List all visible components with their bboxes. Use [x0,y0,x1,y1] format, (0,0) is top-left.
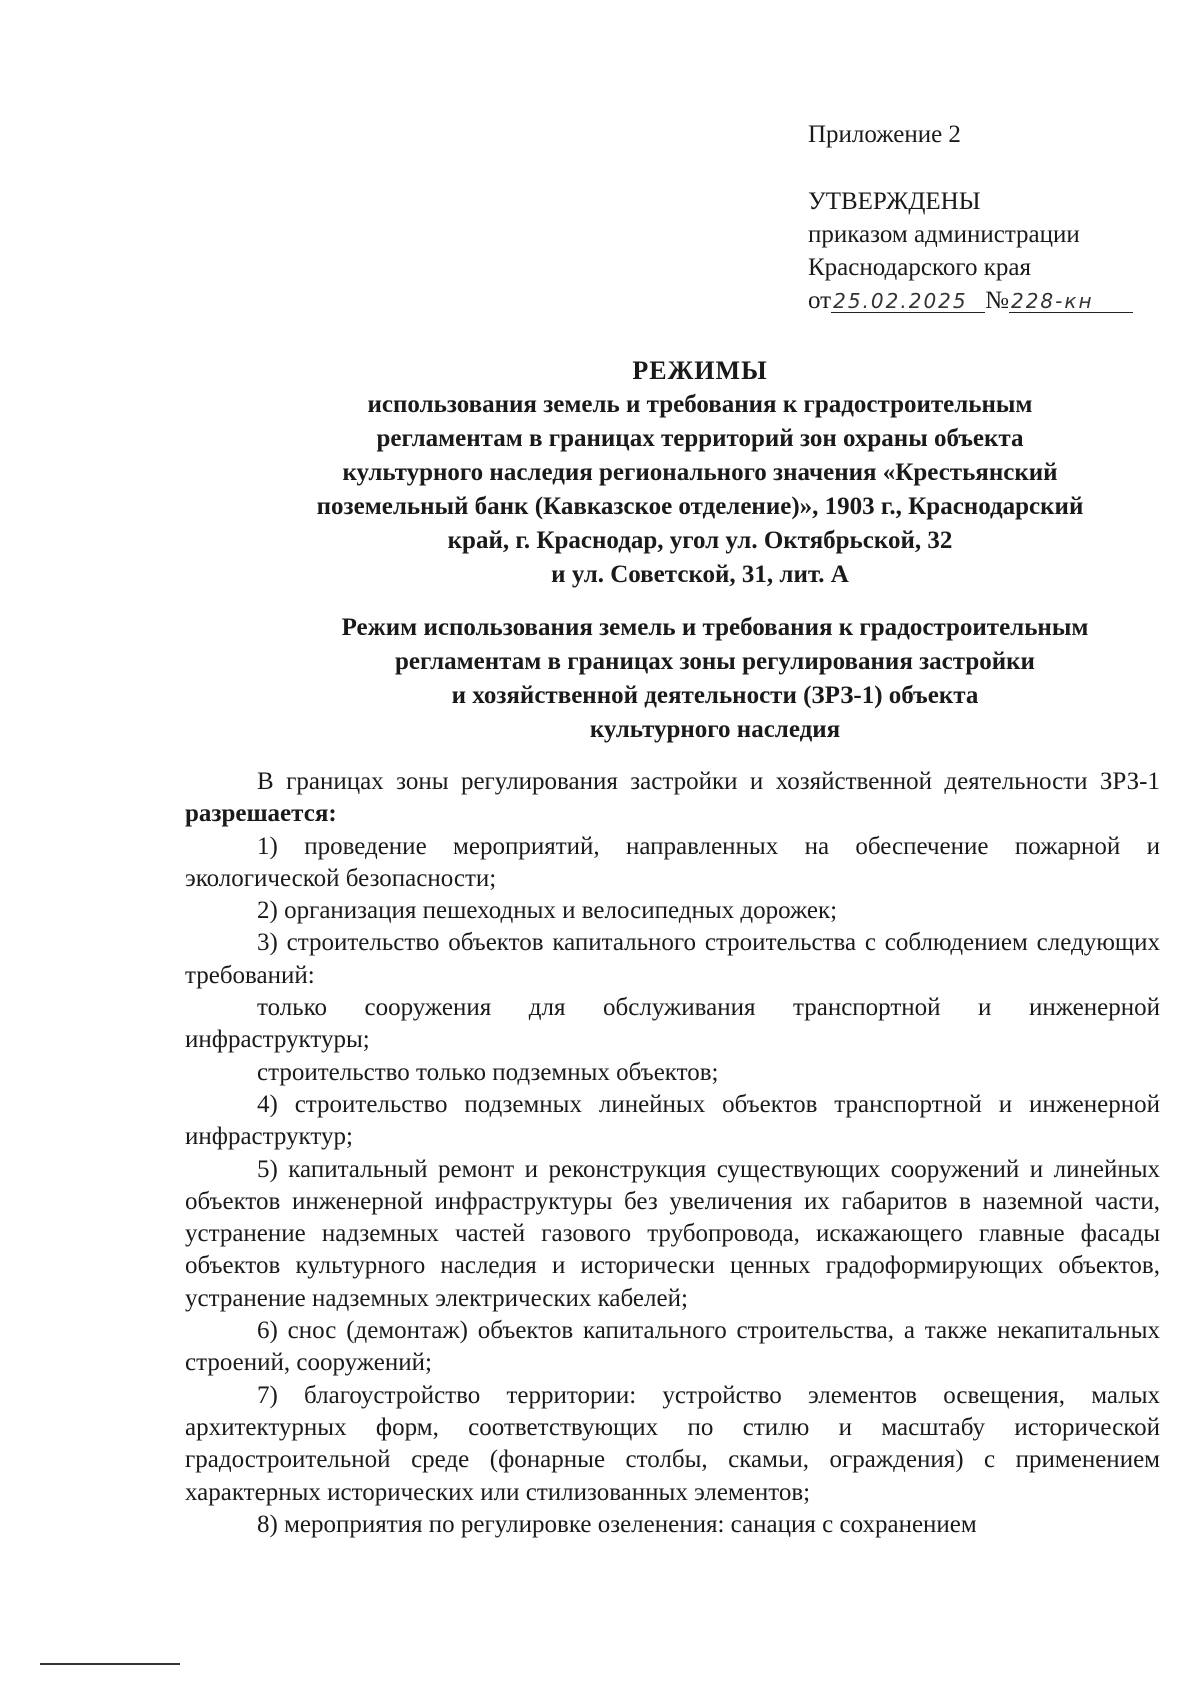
list-item: 1) проведение мероприятий, направленных на обеспечение пожарной и экологической безопасности; [185,832,1160,892]
from-label: от [808,287,832,314]
by-order-label: приказом администрации [808,221,1080,248]
footer-divider [40,1663,180,1665]
approved-label: УТВЕРЖДЕНЫ [808,188,981,215]
subtitle-line: регламентам в границах зоны регулирования застройки [395,648,1035,675]
list-item: 3) строительство объектов капитального строительства с соблюдением следующих требований: [185,929,1160,989]
intro-paragraph [185,766,1160,831]
title-line: поземельный банк (Кавказское отделение)», 1903 г., Краснодарский [316,493,1084,520]
intro-bold: разрешается: [185,800,337,828]
list-item: 8) мероприятия по регулировке озеленения: санация с сохранением [257,1510,977,1538]
approval-block [808,118,1168,317]
annex-label: Приложение 2 [808,121,961,148]
list-item: 7) благоустройство территории: устройство элементов освещения, малых архитектурных форм, соответствующих по стилю и масштабу исторической градостроительной среде (фонарные столбы, скамьи, ограждения) с применением характерных исторических или стилизованных элементов; [185,1381,1160,1506]
document-body [185,766,1160,1541]
title-line: культурного наследия регионального значения «Крестьянский [342,459,1058,486]
number-sign: № [985,287,1009,314]
list-item: 4) строительство подземных линейных объектов транспортной и инженерной инфраструктур; [185,1090,1160,1151]
subtitle-line: и хозяйственной деятельности (ЗРЗ-1) объекта [451,682,979,709]
document-title [200,354,1200,592]
title-main: РЕЖИМЫ [632,356,768,385]
list-item: только сооружения для обслуживания транспортной и инженерной инфраструктуры; [185,994,1160,1054]
intro-text: В границах зоны регулирования застройки и хозяйственной деятельности ЗРЗ-1 [257,768,1160,795]
subtitle-line: культурного наследия [589,716,841,743]
order-date-line [808,284,1168,317]
title-line: край, г. Краснодар, угол ул. Октябрьской, 32 [447,527,953,554]
subtitle-line: Режим использования земель и требования к градостроительным [341,614,1089,641]
list-item: 2) организация пешеходных и велосипедных дорожек; [257,897,838,925]
handwritten-number: 228-кн [1009,290,1133,313]
list-item: 5) капитальный ремонт и реконструкция существующих сооружений и линейных объектов инженерной инфраструктуры без увеличения их габаритов в наземной части, устранение надземных частей газового трубопровода, искажающего главные фасады объектов культурного наследия и исторически ценных градоформирующих объектов, устранение надземных электрических кабелей; [185,1155,1160,1312]
title-line: использования земель и требования к градостроительным [367,391,1033,418]
title-line: регламентам в границах территорий зон охраны объекта [376,425,1024,452]
list-item: 6) снос (демонтаж) объектов капитального строительства, а также некапитальных строений, сооружений; [185,1317,1160,1377]
list-item: строительство только подземных объектов; [257,1058,719,1086]
title-line: и ул. Советской, 31, лит. А [551,561,849,588]
region-label: Краснодарского края [808,254,1031,281]
handwritten-date: 25.02.2025 [831,290,985,313]
section-heading [270,611,1160,747]
